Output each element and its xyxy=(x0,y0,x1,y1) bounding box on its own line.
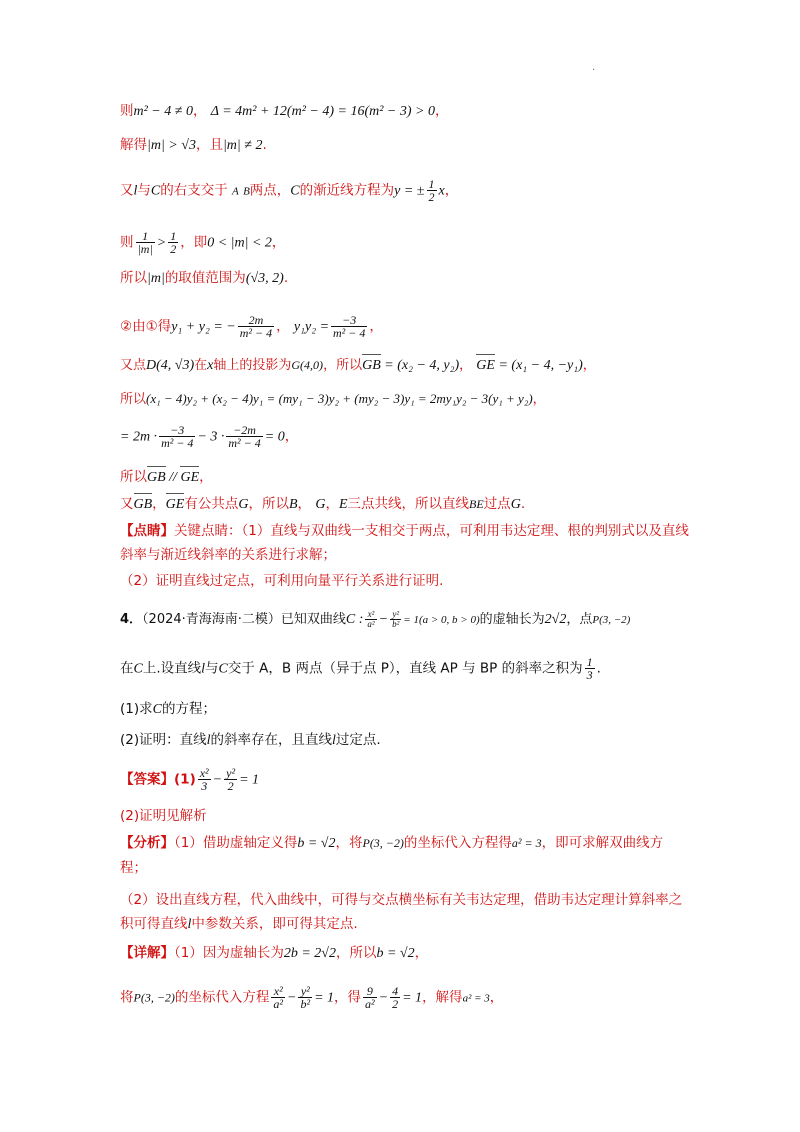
line-range: 所以|m|的取值范围为(√3, 2). xyxy=(120,270,289,286)
line-vieta: ②由①得y₁ + y₂ = − $\frac{2m}{\text{m² − 4}}$ ， y₁y₂ = $\frac{-3}{\text{m² − 4}}$ ， xyxy=(120,313,383,340)
key-point-note-2: （2）证明直线过定点，可利用向量平行关系进行证明. xyxy=(120,573,444,589)
problem-4-part-1: (1)求C的方程； xyxy=(120,701,216,717)
analysis-2: （2）设出直线方程，代入曲线中，可得与交点横坐标有关韦达定理，借助韦达定理计算斜率之积可得直线l中参数关系，即可得其定点. xyxy=(120,892,683,932)
line-collinear: 又GB，GE有公共点G，所以B， G，E三点共线，所以直线BE过点G. xyxy=(120,494,700,515)
line-expand: 所以(x₁ − 4)y₂ + (x₂ − 4)y₁ = (my₁ − 3)y₂ + (my₂ − 3)y₁ = 2my₁y₂ − 3(y₁ + y₂)， xyxy=(120,391,546,407)
line-projection: 又点D(4, √3)在x轴上的投影为G(4,0)，所以GB = (x₂ − 4, y₂)， GE = (x₁ − 4, −y₁)， xyxy=(120,355,700,376)
analysis-1: 【分析】（1）借助虚轴定义得b = √2，将P(3, −2)的坐标代入方程得a² = 3，即可求解双曲线方程； xyxy=(120,835,664,876)
line-condition: 则m² − 4 ≠ 0， Δ = 4m² + 12(m² − 4) = 16(m² − 3) > 0， xyxy=(120,103,449,119)
line-solve: 解得|m| > √3，且|m| ≠ 2. xyxy=(120,137,267,153)
detail-1: 【详解】（1）因为虚轴长为2b = 2√2，所以b = √2， xyxy=(120,945,429,961)
problem-4-part-2: (2)证明：直线l的斜率存在，且直线l过定点. xyxy=(120,732,381,748)
problem-4-stem: 4．（2024·青海海南·二模）已知双曲线C : $\frac{\text{x²}}{\text{a²}}$ − $\frac{\text{y²}}{\text{b²}}$ = 1(a > 0, b > 0)的虚轴长为2√2，点P(3, −2) xyxy=(120,609,631,629)
key-point-note: 【点睛】关键点睛：（1）直线与双曲线一支相交于两点，可利用韦达定理、根的判别式以及直线斜率与渐近线斜率的关系进行求解； xyxy=(120,523,689,563)
answer-line: 【答案】(1) $\frac{\text{x²}}{3}$ − $\frac{\text{y²}}{2}$ = 1 xyxy=(120,766,260,793)
line-parallel: 所以GB // GE， xyxy=(120,467,700,488)
line-zero: = 2m · $\frac{-3}{\text{m² − 4}}$ − 3 · $\frac{-2m}{\text{m² − 4}}$ = 0， xyxy=(120,423,299,450)
problem-4-stem-2: 在C上.设直线l与C交于 A，B 两点（异于点 P），直线 AP 与 BP 的斜率之积为 $\frac{1}{3}$ . xyxy=(120,655,601,682)
answer-line-2: (2)证明见解析 xyxy=(120,808,207,824)
line-asymptote: 又l与C的右支交于 A B两点，C的渐近线方程为y = ± $\frac{1}{2}$ x， xyxy=(120,177,459,204)
header-dot: . xyxy=(592,62,596,73)
line-slope-compare: 则 $\frac{1}{|m|}$ > $\frac{1}{2}$ ，即0 < |m| < 2， xyxy=(120,229,286,256)
detail-2: 将P(3, −2)的坐标代入方程 $\frac{\text{x²}}{\text{a²}}$ − $\frac{\text{y²}}{\text{b²}}$ = 1，得 $\frac{9}{\text{a²}}$ − $\frac{4}{2}$ = 1，解得a² = 3， xyxy=(120,984,504,1011)
